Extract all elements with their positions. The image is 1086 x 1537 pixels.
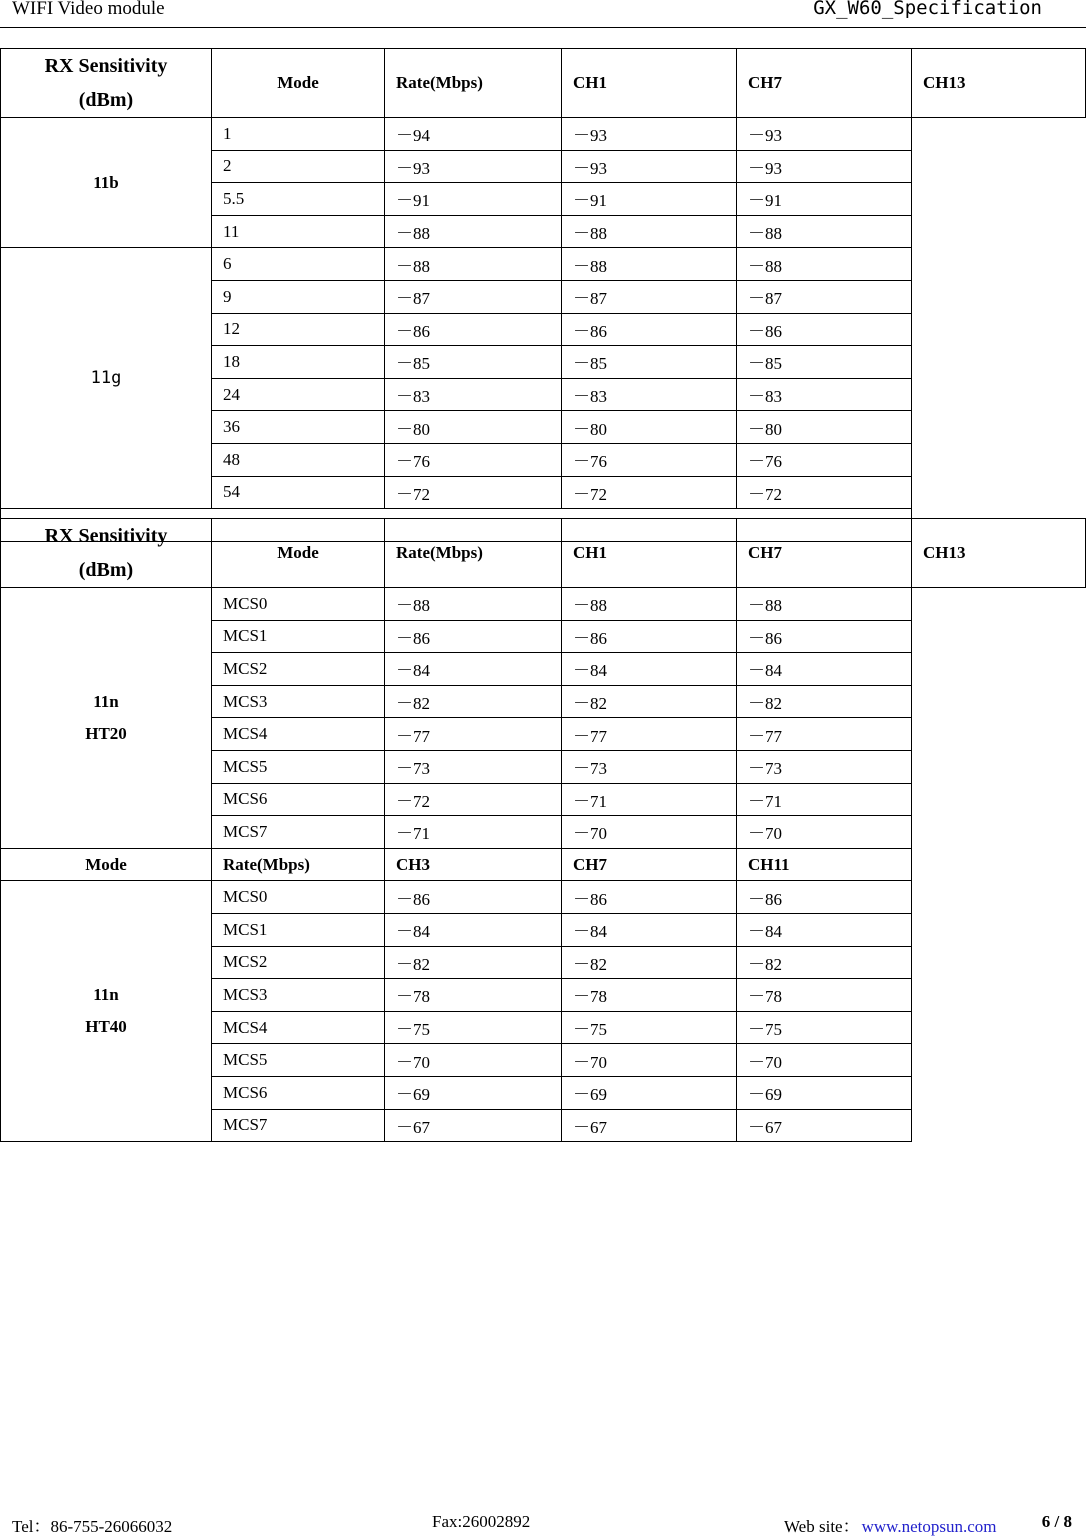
sensitivity-cell: －88 [562,215,737,248]
table-row [1,248,1086,281]
sensitivity-cell: －75 [562,1011,737,1044]
rx-sensitivity-table-bg [0,48,1086,542]
sensitivity-cell: －76 [737,443,912,476]
sensitivity-cell: －84 [385,653,562,686]
sensitivity-cell: －67 [562,1109,737,1142]
rate-cell: MCS1 [212,620,385,653]
sensitivity-cell: －76 [385,443,562,476]
sensitivity-cell: －77 [562,718,737,751]
table-row [1,848,1086,881]
sensitivity-cell: －75 [737,1011,912,1044]
column-header: CH7 [737,519,912,588]
sensitivity-cell: －80 [562,411,737,444]
sensitivity-cell: －87 [737,280,912,313]
sensitivity-cell: －86 [385,881,562,914]
rate-cell: 48 [212,443,385,476]
sensitivity-cell: －88 [385,215,562,248]
column-header: CH11 [737,848,912,881]
column-header: CH13 [912,519,1086,588]
header-divider [0,27,1086,28]
rate-cell: MCS7 [212,816,385,849]
sensitivity-cell: －93 [385,150,562,183]
sensitivity-cell: －86 [562,313,737,346]
sensitivity-cell: －85 [737,346,912,379]
sensitivity-cell: －86 [385,313,562,346]
sensitivity-cell: －78 [737,979,912,1012]
sensitivity-cell: －85 [385,346,562,379]
sensitivity-cell: －69 [737,1076,912,1109]
sensitivity-cell: －84 [737,653,912,686]
table-row [1,49,1086,118]
sensitivity-cell: －84 [385,913,562,946]
sensitivity-cell: －83 [562,378,737,411]
sensitivity-cell: －73 [385,750,562,783]
sensitivity-cell: －91 [385,183,562,216]
sensitivity-cell: －91 [562,183,737,216]
sensitivity-cell: －71 [562,783,737,816]
sensitivity-cell: －71 [385,816,562,849]
sensitivity-cell: －69 [562,1076,737,1109]
table-row [1,519,1086,588]
column-header: Rate(Mbps) [385,519,562,588]
sensitivity-cell: －70 [737,1044,912,1077]
footer-fax: Fax:26002892 [432,1512,531,1531]
rate-cell: MCS6 [212,1076,385,1109]
rate-cell: 54 [212,476,385,509]
rate-cell: 24 [212,378,385,411]
table-row [1,118,1086,151]
rx-sensitivity-table-n [0,518,1086,1142]
rate-cell: MCS6 [212,783,385,816]
sensitivity-cell: －87 [562,280,737,313]
mode-label: HT20 [85,723,127,743]
sensitivity-cell: －82 [737,685,912,718]
sensitivity-cell: －73 [737,750,912,783]
sensitivity-cell: －86 [737,881,912,914]
sensitivity-cell: －85 [562,346,737,379]
sensitivity-cell: －77 [737,718,912,751]
mode-cell: 11g [1,248,212,509]
sensitivity-cell: －94 [385,118,562,151]
sensitivity-cell: －86 [737,313,912,346]
mode-label: 11n [93,985,119,1005]
sensitivity-cell: －86 [562,881,737,914]
sensitivity-cell: －69 [385,1076,562,1109]
sensitivity-cell: －77 [385,718,562,751]
mode-label: 11n [93,691,119,711]
rate-cell: MCS1 [212,913,385,946]
group-11g [1,248,1086,509]
footer-web-link[interactable]: www.netopsun.com [861,1517,997,1536]
sensitivity-cell: －72 [562,476,737,509]
column-header: CH1 [562,519,737,588]
sensitivity-cell: －70 [562,1044,737,1077]
sensitivity-cell: －88 [562,588,737,621]
sensitivity-cell: －84 [562,653,737,686]
sensitivity-cell: －88 [737,248,912,281]
mode-label: HT40 [85,1017,127,1037]
rate-cell: 1 [212,118,385,151]
rate-cell: 2 [212,150,385,183]
sensitivity-cell: －67 [385,1109,562,1142]
header-spec-name: GX_W60_Specification [813,0,1042,19]
sensitivity-cell: －82 [737,946,912,979]
section-label-line1: RX Sensitivity [44,55,168,77]
rate-cell: MCS5 [212,750,385,783]
rate-cell: MCS2 [212,946,385,979]
sensitivity-cell: －75 [385,1011,562,1044]
sensitivity-cell: －71 [737,783,912,816]
mode-cell [1,588,212,849]
sensitivity-cell: －93 [737,150,912,183]
sensitivity-cell: －82 [385,946,562,979]
sensitivity-cell: －80 [385,411,562,444]
sensitivity-cell: －67 [737,1109,912,1142]
rate-cell: 9 [212,280,385,313]
rate-cell: MCS4 [212,1011,385,1044]
rate-cell: 12 [212,313,385,346]
rate-cell: MCS0 [212,588,385,621]
sensitivity-cell: －93 [737,118,912,151]
rate-cell: MCS7 [212,1109,385,1142]
table-row [1,881,1086,914]
section-label [1,519,212,588]
sensitivity-cell: －72 [385,783,562,816]
sensitivity-cell: －86 [385,620,562,653]
sensitivity-cell: －70 [385,1044,562,1077]
sensitivity-cell: －86 [562,620,737,653]
sensitivity-cell: －93 [562,150,737,183]
header-doc-title: WIFI Video module [12,0,165,19]
column-header: CH13 [912,49,1086,118]
column-header: CH7 [562,848,737,881]
sensitivity-cell: －88 [737,215,912,248]
rate-cell: MCS2 [212,653,385,686]
sensitivity-cell: －80 [737,411,912,444]
rate-cell: 5.5 [212,183,385,216]
sensitivity-cell: －93 [562,118,737,151]
footer-web-label: Web site： [784,1517,860,1536]
page-number: 6 / 8 [1041,1512,1072,1531]
group-11b [1,118,1086,248]
column-header: Mode [212,49,385,118]
rate-cell: MCS3 [212,685,385,718]
sensitivity-cell: －70 [562,816,737,849]
rate-cell: MCS5 [212,1044,385,1077]
section-label-line2: (dBm) [78,89,134,111]
sensitivity-cell: －88 [385,588,562,621]
rate-cell: MCS4 [212,718,385,751]
group-11n-ht40 [1,881,1086,1142]
section-label-line1: RX Sensitivity [44,525,168,547]
footer-tel: Tel：86-755-26066032 [12,1517,173,1536]
sensitivity-cell: －72 [385,476,562,509]
column-header: Rate(Mbps) [212,848,385,881]
sensitivity-cell: －82 [562,946,737,979]
sensitivity-cell: －82 [385,685,562,718]
table-row [1,588,1086,621]
column-header: Rate(Mbps) [385,49,562,118]
sensitivity-cell: －73 [562,750,737,783]
rate-cell: 18 [212,346,385,379]
sensitivity-cell: －87 [385,280,562,313]
sensitivity-cell: －78 [385,979,562,1012]
section-label [1,49,212,118]
sensitivity-cell: －78 [562,979,737,1012]
column-header: CH3 [385,848,562,881]
sensitivity-cell: －84 [562,913,737,946]
column-header: CH1 [562,49,737,118]
sensitivity-cell: －76 [562,443,737,476]
rate-cell: 36 [212,411,385,444]
sensitivity-cell: －82 [562,685,737,718]
footer-web [784,1512,996,1537]
section-label-line2: (dBm) [78,559,134,581]
sensitivity-cell: －72 [737,476,912,509]
sensitivity-cell: －88 [562,248,737,281]
rate-cell: MCS3 [212,979,385,1012]
column-header: CH7 [737,49,912,118]
sensitivity-cell: －88 [737,588,912,621]
sensitivity-cell: －83 [737,378,912,411]
group-11n-ht20 [1,588,1086,849]
rate-cell: 11 [212,215,385,248]
sensitivity-cell: －83 [385,378,562,411]
sensitivity-cell: －88 [385,248,562,281]
mode-cell [1,881,212,1142]
sensitivity-cell: －70 [737,816,912,849]
mode-cell: 11b [1,118,212,248]
sensitivity-cell: －86 [737,620,912,653]
column-header: Mode [212,519,385,588]
column-header: Mode [1,848,212,881]
rate-cell: MCS0 [212,881,385,914]
rate-cell: 6 [212,248,385,281]
sensitivity-cell: －84 [737,913,912,946]
sensitivity-cell: －91 [737,183,912,216]
